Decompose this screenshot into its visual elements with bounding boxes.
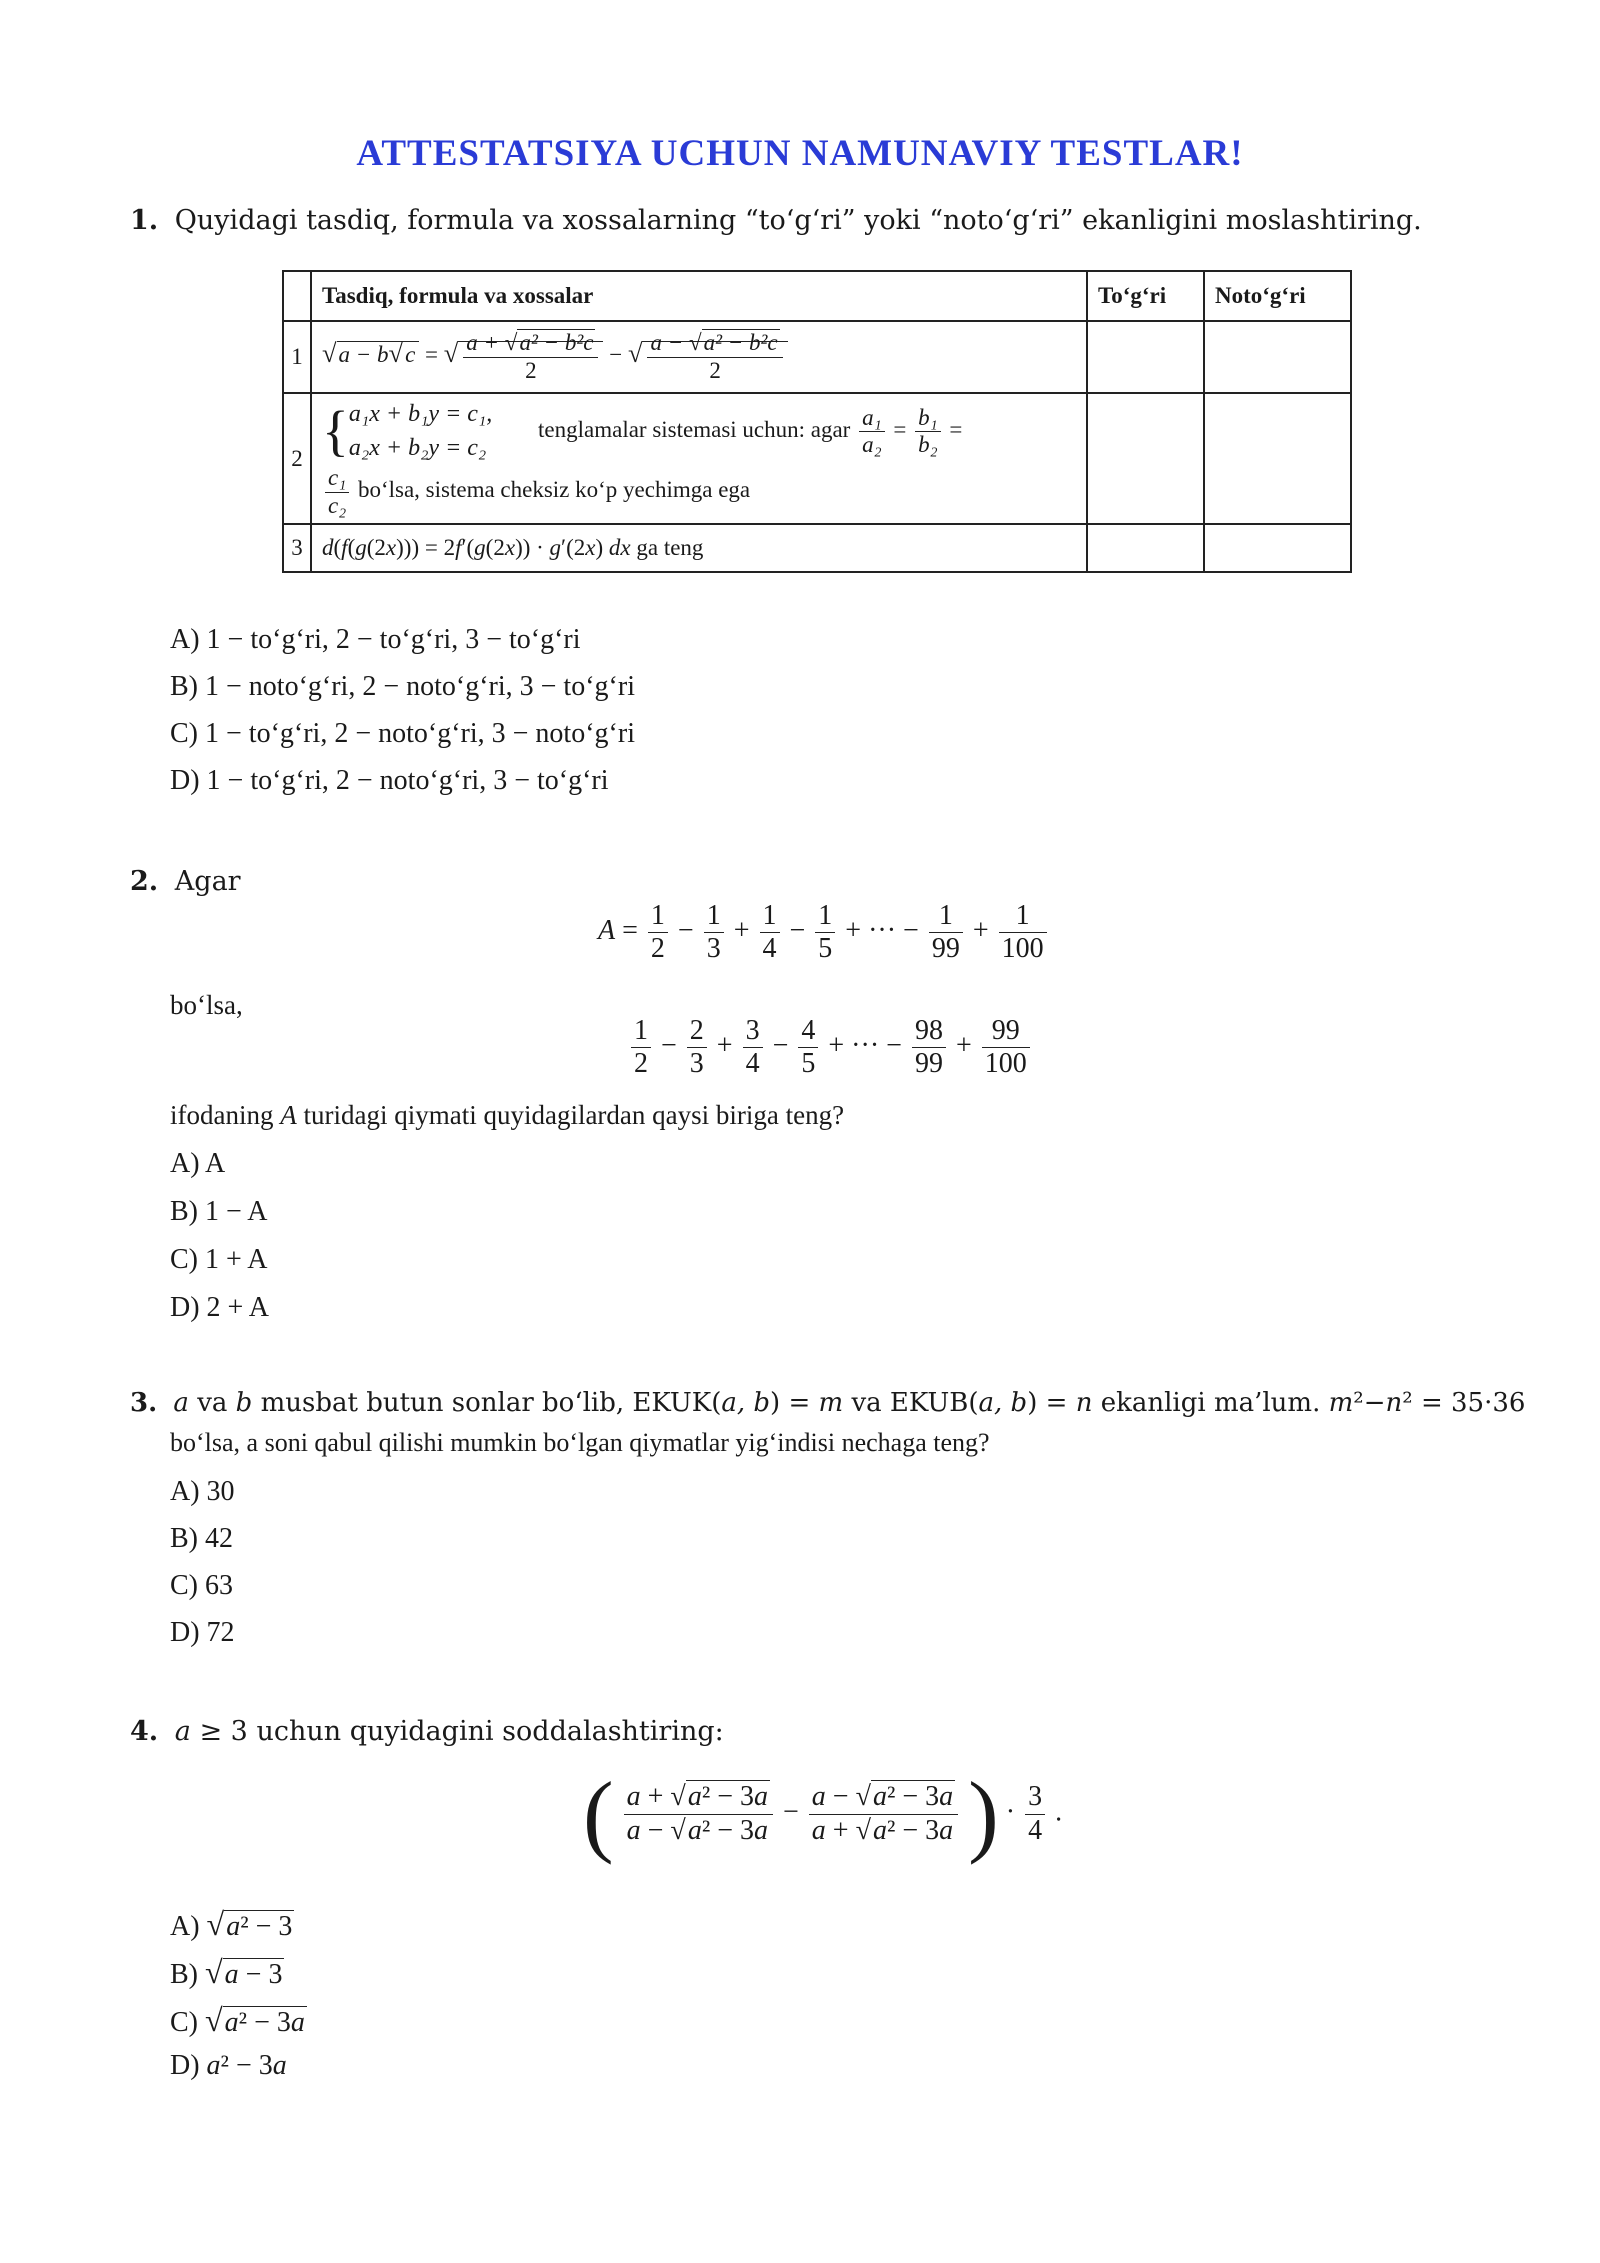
row-number: 1 <box>283 321 311 393</box>
question-number: 1. <box>130 205 159 236</box>
question-number: 3. <box>130 1388 158 1418</box>
question-text: bo‘lsa, <box>170 990 243 1020</box>
answer-option-d[interactable]: D) a² − 3a <box>170 2050 287 2081</box>
formula-A: A = $\frac{1}{2}$ − $\frac{1}{3}$ + $\frac{1}{4}$ − $\frac{1}{5}$ + ··· − $\frac{1}{99}$ + $\frac{1}{100}$ <box>598 900 1050 965</box>
answer-option-b[interactable]: B) 1 − A <box>170 1196 268 1227</box>
table-header-cell: To‘g‘ri <box>1087 271 1204 321</box>
page-title: ATTESTATSIYA UCHUN NAMUNAVIY TESTLAR! <box>356 133 1244 174</box>
question-text: ifodaning A turidagi qiymati quyidagilardan qaysi biriga teng? <box>170 1100 845 1130</box>
true-cell[interactable] <box>1087 393 1204 524</box>
question-text: Quyidagi tasdiq, formula va xossalarning “to‘g‘ri” yoki “noto‘g‘ri” ekanligini moslashtiring. <box>174 205 1422 236</box>
answer-option-a[interactable]: A) A <box>170 1148 226 1179</box>
answer-option-b[interactable]: B) 42 <box>170 1523 233 1554</box>
table-header-cell: Noto‘g‘ri <box>1204 271 1351 321</box>
answer-option-d[interactable]: D) 2 + A <box>170 1292 270 1323</box>
question-number: 2. <box>130 866 159 897</box>
question-text: bo‘lsa, a soni qabul qilishi mumkin bo‘lgan qiymatlar yig‘indisi nechaga teng? <box>170 1428 990 1457</box>
question-4: 4. a ≥ 3 uchun quyidagini soddalashtiring: <box>130 1716 724 1747</box>
table-header-cell: Tasdiq, formula va xossalar <box>311 271 1087 321</box>
false-cell[interactable] <box>1204 524 1351 572</box>
question-2 <box>130 866 241 897</box>
question-1 <box>130 205 1422 236</box>
answer-option-a[interactable]: A) 30 <box>170 1476 235 1507</box>
question-3: 3. a va b musbat butun sonlar bo‘lib, EKUK(a, b) = m va EKUB(a, b) = n ekanligi ma’lum. m²−n² = 35·36 <box>130 1388 1526 1418</box>
question-text: Agar <box>174 866 241 897</box>
answer-option-c[interactable]: C) 63 <box>170 1570 233 1601</box>
formula-cell: √a − b√c = √ $\frac{\text{a + √a² − b²c}}{2}$ − √ $\frac{\text{a − √a² − b²c}}{2}$ <box>311 321 1087 393</box>
answer-option-c[interactable]: C) 1 + A <box>170 1244 268 1275</box>
row-number: 2 <box>283 393 311 524</box>
formula-cell: d(f(g(2x))) = 2f′(g(2x)) · g′(2x) dx ga teng <box>311 524 1087 572</box>
table-row <box>283 321 1351 393</box>
answer-option-b[interactable]: B) √a − 3 <box>170 1954 283 1990</box>
answer-option-c[interactable]: C) 1 − to‘g‘ri, 2 − noto‘g‘ri, 3 − noto‘g‘ri <box>170 718 635 749</box>
true-cell[interactable] <box>1087 524 1204 572</box>
false-cell[interactable] <box>1204 321 1351 393</box>
table-row <box>283 393 1351 524</box>
formula-cell: {a₁x + b₁y = c₁, a₂x + b₂y = c₂ tenglamalar sistemasi uchun: agar $\frac{\text{a₁}}{\text{a₂}}$ = $\frac{\text{b₁}}{\text{b₂}}$ = $\frac{\text{c₁}}{\text{c₂}}$ bo‘lsa, sistema cheksiz ko‘p yechimga ega <box>311 393 1087 524</box>
formula-simplify: ( $\frac{\text{a + √a² − 3a}}{\text{a − √a² − 3a}}$ − $\frac{\text{a − √a² − 3a}}{\text{a + √a² − 3a}}$ ) · $\frac{3}{4}$ . <box>583 1763 1063 1865</box>
table-row <box>283 524 1351 572</box>
table-header-cell <box>283 271 311 321</box>
answer-option-d[interactable]: D) 72 <box>170 1617 235 1648</box>
answer-option-d[interactable]: D) 1 − to‘g‘ri, 2 − noto‘g‘ri, 3 − to‘g‘ri <box>170 765 609 796</box>
row-number: 3 <box>283 524 311 572</box>
question-number: 4. <box>130 1716 159 1747</box>
answer-option-a[interactable]: A) √a² − 3 <box>170 1906 293 1942</box>
answer-option-c[interactable]: C) √a² − 3a <box>170 2002 305 2038</box>
table-header-row <box>283 271 1351 321</box>
formula-expression: $\frac{1}{2}$ − $\frac{2}{3}$ + $\frac{3}{4}$ − $\frac{4}{5}$ + ··· − $\frac{98}{99}$ + $\frac{99}{100}$ <box>628 1015 1033 1080</box>
true-cell[interactable] <box>1087 321 1204 393</box>
answer-option-a[interactable]: A) 1 − to‘g‘ri, 2 − to‘g‘ri, 3 − to‘g‘ri <box>170 624 581 655</box>
false-cell[interactable] <box>1204 393 1351 524</box>
statements-table <box>282 270 1352 573</box>
answer-option-b[interactable]: B) 1 − noto‘g‘ri, 2 − noto‘g‘ri, 3 − to‘g‘ri <box>170 671 635 702</box>
